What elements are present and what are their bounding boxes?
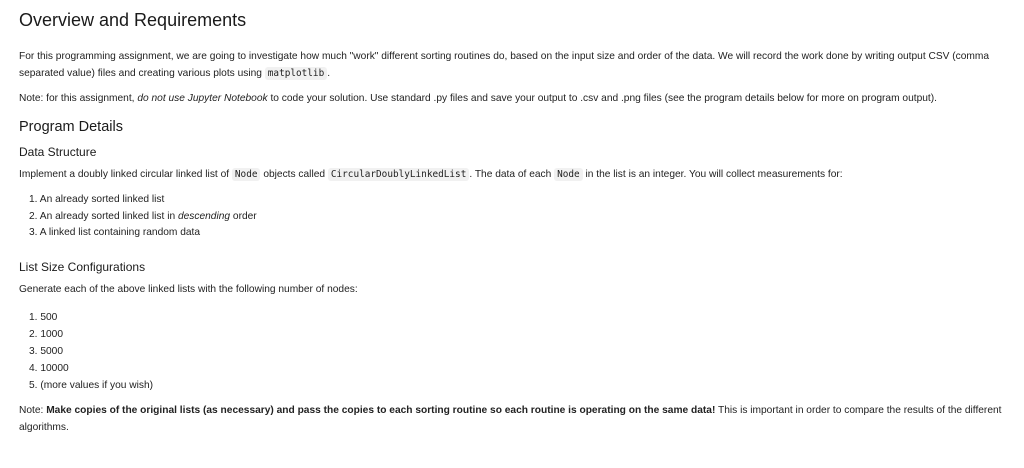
- ds-text-2: objects called: [260, 168, 328, 180]
- list-item-text: 5000: [40, 346, 64, 357]
- list-item-number: 4.: [29, 363, 38, 374]
- list-item: [29, 225, 1008, 242]
- note-paragraph: [19, 91, 1008, 108]
- data-structure-heading: Data Structure: [19, 144, 97, 159]
- list-item-text: (more values if you wish): [40, 380, 154, 391]
- list-item-text: An already sorted linked list: [39, 194, 165, 205]
- node-code: Node: [232, 168, 261, 181]
- intro-paragraph: [19, 49, 1008, 82]
- copy-note-prefix: Note:: [19, 405, 47, 416]
- list-item-number: 5.: [29, 380, 38, 391]
- list-item: [29, 209, 1008, 226]
- list-item-emphasis: descending: [177, 210, 231, 222]
- note-prefix: Note: for this assignment,: [19, 93, 138, 104]
- list-item-text: 1000: [40, 329, 64, 340]
- list-item-number: 2.: [29, 210, 38, 222]
- list-item: [29, 309, 1008, 326]
- list-size-heading: List Size Configurations: [19, 259, 146, 274]
- list-item-text: 10000: [40, 363, 69, 374]
- program-details-heading: Program Details: [19, 118, 123, 135]
- matplotlib-code: matplotlib: [265, 67, 327, 80]
- measurement-list: [19, 192, 1008, 242]
- ds-text-1: Implement a doubly linked circular linked list of: [19, 168, 232, 180]
- note-suffix: to code your solution. Use standard .py files and save your output to .csv and .png files (see the program details below for more on program output).: [267, 93, 937, 104]
- page-title: Overview and Requirements: [19, 10, 247, 30]
- list-size-paragraph: Generate each of the above linked lists with the following number of nodes:: [19, 283, 358, 295]
- data-structure-paragraph: [19, 167, 1008, 184]
- copy-note-suffix: This is important in order to compare the results of the different algorithms.: [19, 405, 1002, 433]
- class-name-code: CircularDoublyLinkedList: [328, 168, 469, 181]
- list-item-text: 500: [40, 312, 58, 323]
- intro-text-end: .: [327, 67, 331, 79]
- copy-note-paragraph: [19, 403, 1008, 436]
- copy-note-bold: Make copies of the original lists (as necessary) and pass the copies to each sorting routine so each routine is operating on the same data!: [46, 405, 716, 416]
- list-item: [29, 377, 1008, 394]
- list-item-number: 1.: [29, 194, 38, 205]
- list-item-text: A linked list containing random data: [39, 227, 201, 238]
- list-item-text: An already sorted linked list in: [39, 210, 178, 222]
- ds-text-3: . The data of each: [469, 168, 555, 180]
- list-item: [29, 360, 1008, 377]
- node-count-list: [19, 309, 1008, 394]
- list-item: [29, 326, 1008, 343]
- intro-text: For this programming assignment, we are going to investigate how much "work" different sorting routines do, based on the input size and order of the data. We will record the work done by writing output CSV (comma separated value) files and creating various plots using: [19, 51, 990, 79]
- list-item-number: 3.: [29, 227, 38, 238]
- list-item: [29, 343, 1008, 360]
- ds-text-4: in the list is an integer. You will collect measurements for:: [582, 168, 843, 180]
- note-emphasis: do not use Jupyter Notebook: [137, 93, 268, 104]
- list-item-number: 3.: [29, 346, 38, 357]
- list-item-text-end: order: [230, 210, 257, 222]
- list-item-number: 1.: [29, 312, 38, 323]
- list-item: [29, 192, 1008, 209]
- list-item-number: 2.: [29, 329, 38, 340]
- node-code-2: Node: [554, 168, 583, 181]
